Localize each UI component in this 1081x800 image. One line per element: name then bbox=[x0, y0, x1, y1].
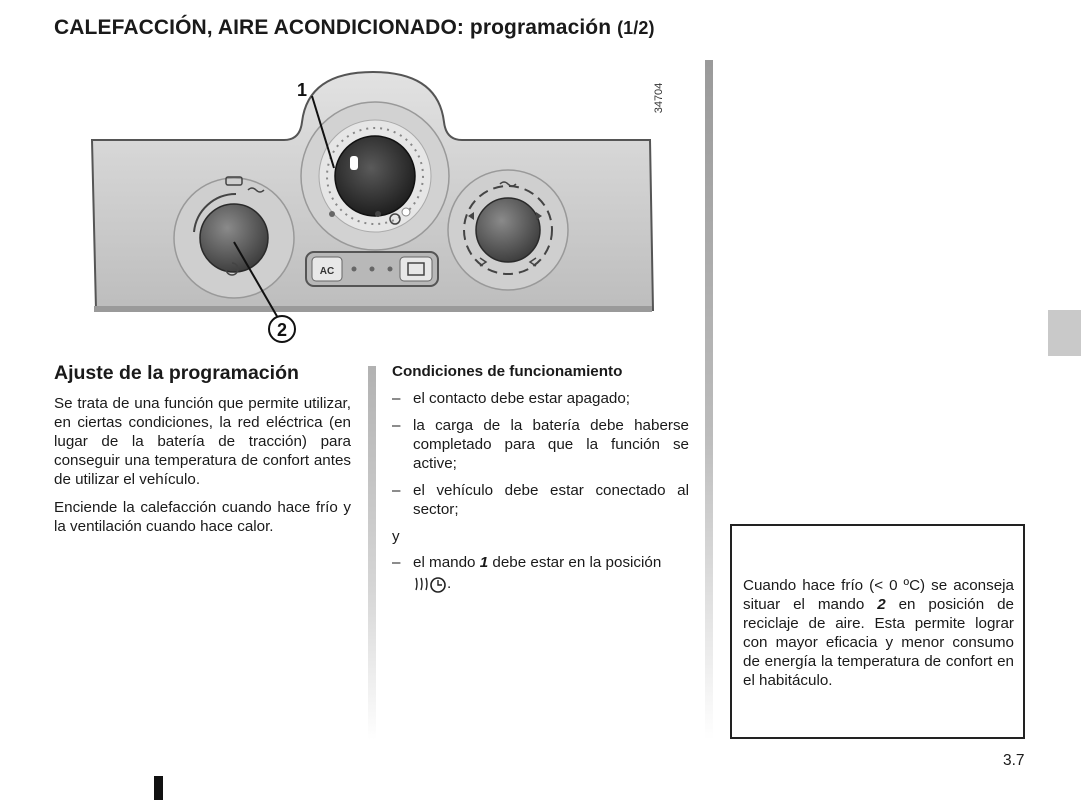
note-text-before: Cuando hace frío (< 0 ºC) se aconseja situar el mando bbox=[743, 577, 1014, 613]
center-knob bbox=[301, 102, 449, 250]
usage-paragraph: Enciende la calefacción cuando hace frío y la ventilación cuando hace calor. bbox=[54, 499, 351, 535]
middle-column bbox=[392, 362, 689, 607]
figure-ref-number: 34704 bbox=[653, 82, 665, 114]
note-text bbox=[743, 576, 1014, 690]
control-panel-figure bbox=[88, 66, 668, 356]
ac-button-label: AC bbox=[319, 266, 335, 277]
callout-2: 2 bbox=[276, 320, 288, 340]
left-knob bbox=[174, 177, 294, 298]
condition-item bbox=[392, 389, 689, 408]
intro-paragraph: Se trata de una función que permite utilizar, en ciertas condiciones, la red eléctrica (en lugar de la batería de tracción) para conseguir una temperatura de confort antes de utilizar el vehículo. bbox=[54, 395, 351, 488]
list-dash: – bbox=[392, 417, 401, 434]
column-divider-middle bbox=[368, 366, 376, 740]
section-tab bbox=[1048, 310, 1081, 356]
programming-position-icon bbox=[413, 572, 447, 599]
condition-end: . bbox=[447, 575, 452, 592]
control-reference: 1 bbox=[479, 554, 489, 571]
left-column bbox=[54, 361, 351, 545]
list-dash: – bbox=[392, 390, 401, 407]
conjunction: y bbox=[392, 528, 400, 545]
callout-1: 1 bbox=[297, 80, 308, 100]
rear-defrost-button[interactable] bbox=[400, 257, 432, 281]
control-panel-illustration bbox=[88, 66, 668, 356]
condition-text: la carga de la batería debe haberse completado para que la función se active; bbox=[413, 417, 689, 472]
condition-item bbox=[392, 553, 689, 599]
knob-indicator bbox=[350, 156, 358, 170]
page-title bbox=[54, 16, 655, 40]
section-heading: Ajuste de la programación bbox=[54, 362, 299, 384]
button-strip bbox=[306, 252, 438, 286]
condition-text: el contacto debe estar apagado; bbox=[413, 390, 631, 407]
condition-prefix: el mando bbox=[413, 554, 476, 571]
panel-edge bbox=[94, 306, 652, 312]
page-title-main: CALEFACCIÓN, AIRE ACONDICIONADO: programación bbox=[54, 16, 612, 39]
right-knob bbox=[448, 170, 568, 290]
crop-mark bbox=[154, 776, 163, 800]
note-box bbox=[730, 524, 1025, 739]
condition-text: el vehículo debe estar conectado al sector; bbox=[413, 482, 689, 518]
page-title-part: (1/2) bbox=[617, 18, 655, 38]
condition-item bbox=[392, 416, 689, 473]
list-dash: – bbox=[392, 554, 401, 571]
condition-suffix: debe estar en la posición bbox=[492, 554, 662, 571]
condition-item bbox=[392, 481, 689, 519]
column-divider-right bbox=[705, 60, 713, 740]
note-text-after: en posición de reciclaje de aire. Esta permite lograr con mayor eficacia y menor consumo de energía la temperatura de confort en el habitáculo. bbox=[743, 596, 1014, 689]
note-control-reference: 2 bbox=[877, 596, 886, 613]
conditions-heading: Condiciones de funcionamiento bbox=[392, 363, 623, 380]
list-dash: – bbox=[392, 482, 401, 499]
page-number: 3.7 bbox=[1003, 752, 1025, 769]
